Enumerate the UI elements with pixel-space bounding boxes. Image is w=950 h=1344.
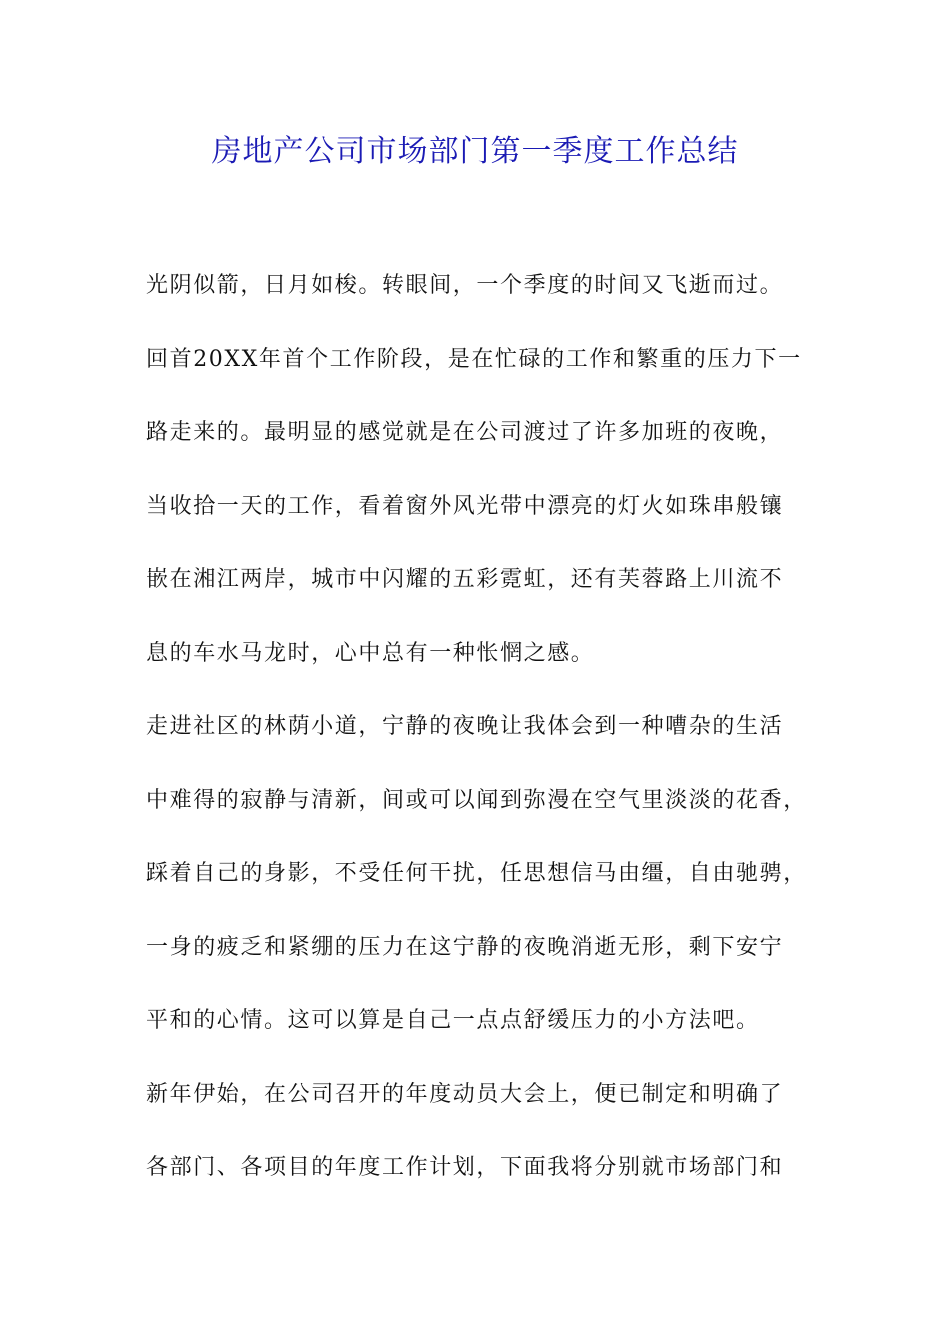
text-line: 中难得的寂静与清新，间或可以闻到弥漫在空气里淡淡的花香， [146,787,807,813]
text-line: 光阴似箭，日月如梭。转眼间，一个季度的时间又飞逝而过。 [146,273,784,298]
text-line: 新年伊始，在公司召开的年度动员大会上，便已制定和明确了 [146,1081,784,1107]
text-line: 各部门、各项目的年度工作计划，下面我将分别就市场部门和 [146,1155,784,1180]
text-line: 路走来的。最明显的感觉就是在公司渡过了许多加班的夜晚， [146,420,784,445]
text-line: 回首20XX年首个工作阶段，是在忙碌的工作和繁重的压力下一 [146,346,802,372]
text-line: 嵌在湘江两岸，城市中闪耀的五彩霓虹，还有芙蓉路上川流不 [146,567,784,592]
text-line: 踩着自己的身影，不受任何干扰，任思想信马由缰，自由驰骋， [146,861,807,886]
text-line: 走进社区的林荫小道，宁静的夜晚让我体会到一种嘈杂的生活 [146,714,784,739]
text-line: 当收拾一天的工作，看着窗外风光带中漂亮的灯火如珠串般镶 [146,493,784,519]
document-title: 房地产公司市场部门第一季度工作总结 [211,134,739,169]
text-line: 一身的疲乏和紧绷的压力在这宁静的夜晚消逝无形，剩下安宁 [146,934,784,960]
document-body [146,262,826,1218]
text-line: 平和的心情。这可以算是自己一点点舒缓压力的小方法吧。 [146,1008,760,1033]
text-line: 息的车水马龙时，心中总有一种怅惘之感。 [146,640,595,666]
